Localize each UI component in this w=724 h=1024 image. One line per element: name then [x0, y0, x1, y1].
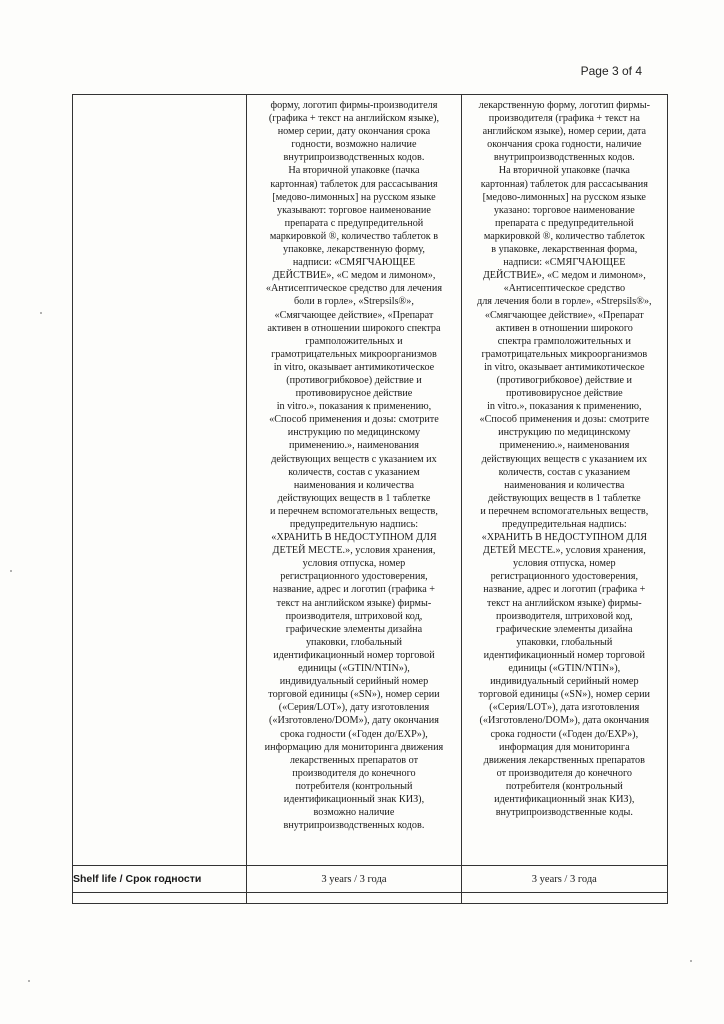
blank-cell	[247, 893, 461, 904]
scan-speck	[28, 980, 30, 982]
page-number: Page 3 of 4	[580, 64, 642, 78]
labeling-row	[73, 95, 668, 866]
blank-cell	[73, 893, 247, 904]
table-bottom-row	[73, 893, 668, 904]
approved-text-cell	[247, 95, 461, 866]
shelf-life-label: Shelf life / Срок годности	[73, 866, 247, 893]
shelf-life-value-approved: 3 years / 3 года	[247, 866, 461, 893]
shelf-life-value-proposed: 3 years / 3 года	[461, 866, 667, 893]
proposed-labeling-text: лекарственную форму, логотип фирмы- производителя (графика + текст на английском языке), номер серии, дата окончания срока годности, наличие внутрипроизводственных кодов. На вторичной упаковке (пачка картонная) таблеток для рассасывания [медово-лимонных] на русском языке указано: торговое наименование препарата с предупредительной маркировкой ®, количество таблеток в упаковке, лекарственная форма, надписи: «СМЯГЧАЮЩЕЕ ДЕЙСТВИЕ», «С медом и лимоном», «Антисептическое средство для лечения боли в горле», «Strepsils®», «Смягчающее действие», «Препарат активен в отношении широкого спектра грамположительных и грамотрицательных микроорганизмов in vitro, оказывает антимикотическое (противогрибковое) действие и противовирусное действие in vitro.», показания к применению, «Способ применения и дозы: смотрите инструкцию по медицинскому применению.», наименования действующих веществ с указанием их количеств, состав с указанием наименования и количества действующих веществ в 1 таблетке и перечнем вспомогательных веществ, предупредительная надпись: «ХРАНИТЬ В НЕДОСТУПНОМ ДЛЯ ДЕТЕЙ МЕСТЕ.», условия хранения, условия отпуска, номер регистрационного удостоверения, название, адрес и логотип (графика + текст на английском языке) фирмы- производителя, штриховой код, графические элементы дизайна упаковки, глобальный идентификационный номер торговой единицы («GTIN/NTIN»), индивидуальный серийный номер торговой единицы («SN»), номер серии («Серия/LOT»), дата изготовления («Изготовлено/DOM»), дата окончания срока годности («Годен до/EXP»), информация для мониторинга движения лекарственных препаратов от производителя до конечного потребителя (контрольный идентификационный знак КИЗ), внутрипроизводственные коды.	[477, 100, 652, 819]
specification-table	[72, 94, 668, 904]
blank-cell	[461, 893, 667, 904]
approved-labeling-text: форму, логотип фирмы-производителя (графика + текст на английском языке), номер серии, дату окончания срока годности, возможно наличие внутрипроизводственных кодов. На вторичной упаковке (пачка картонная) таблеток для рассасывания [медово-лимонных] на русском языке указывают: торговое наименование препарата с предупредительной маркировкой ®, количество таблеток в упаковке, лекарственную форму, надписи: «СМЯГЧАЮЩЕЕ ДЕЙСТВИЕ», «С медом и лимоном», «Антисептическое средство для лечения боли в горле», «Strepsils®», «Смягчающее действие», «Препарат активен в отношении широкого спектра грамположительных и грамотрицательных микроорганизмов in vitro, оказывает антимикотическое (противогрибковое) действие и противовирусное действие in vitro.», показания к применению, «Способ применения и дозы: смотрите инструкцию по медицинскому применению.», наименования действующих веществ с указанием их количеств, состав с указанием наименования и количества действующих веществ в 1 таблетке и перечнем вспомогательных веществ, предупредительную надпись: «ХРАНИТЬ В НЕДОСТУПНОМ ДЛЯ ДЕТЕЙ МЕСТЕ.», условия хранения, условия отпуска, номер регистрационного удостоверения, название, адрес и логотип (графика + текст на английском языке) фирмы- производителя, штриховой код, графические элементы дизайна упаковки, глобальный идентификационный номер торговой единицы («GTIN/NTIN»), индивидуальный серийный номер торговой единицы («SN»), номер серии («Серия/LOT»), дату изготовления («Изготовлено/DOM»), дату окончания срока годности («Годен до/EXP»), информацию для мониторинга движения лекарственных препаратов от производителя до конечного потребителя (контрольный идентификационный знак КИЗ), возможно наличие внутрипроизводственных кодов.	[264, 100, 444, 832]
scan-speck	[40, 312, 42, 314]
proposed-text-cell	[461, 95, 667, 866]
shelf-life-row	[73, 866, 668, 893]
scan-speck	[690, 960, 692, 962]
scan-speck	[10, 570, 12, 572]
row-label-cell-empty	[73, 95, 247, 866]
